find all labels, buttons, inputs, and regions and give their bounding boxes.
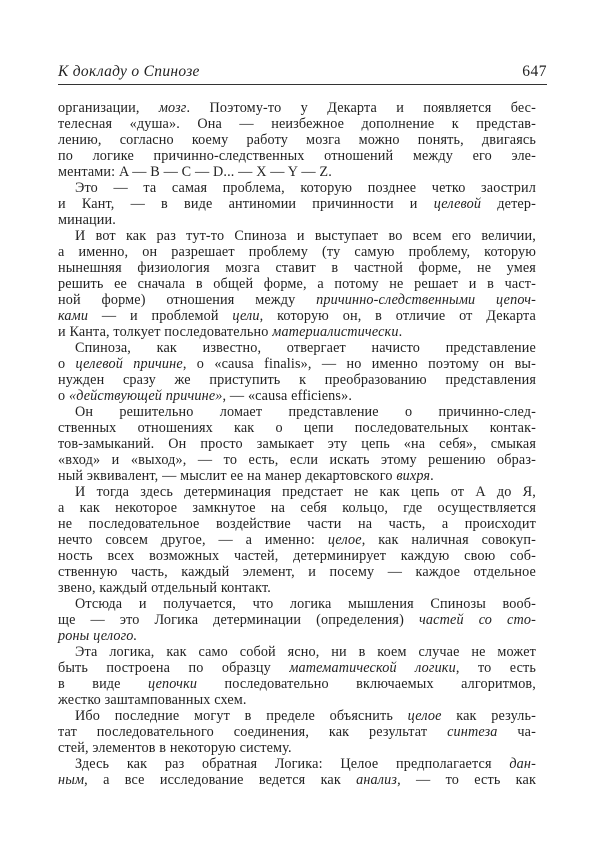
text-run: И тогда здесь детерминация предстает не как цепь от А до Я, xyxy=(75,484,536,500)
text-run: как резуль- xyxy=(441,708,536,724)
text-run: ча- xyxy=(497,724,536,740)
text-run: а именно, он разрешает проблему (ту самую проблему, которую xyxy=(58,244,536,260)
text-run: ментами: A — B — C — D... — X — Y — Z. xyxy=(58,164,332,180)
text-line xyxy=(58,676,536,692)
text-run: И вот как раз тут-то Спиноза и выступает во всем его величии, xyxy=(75,228,536,244)
text-run: в виде xyxy=(58,676,148,692)
text-line xyxy=(58,564,536,580)
text-run: и Канта, толкует последовательно xyxy=(58,324,273,340)
paragraph xyxy=(58,340,536,404)
italic-text-run: цели xyxy=(232,308,260,324)
text-line xyxy=(58,628,536,644)
text-run: телесная «душа». Она — неизбежное дополнение к представ- xyxy=(58,116,536,132)
running-header xyxy=(58,63,547,85)
text-line xyxy=(58,180,536,196)
text-run: — и проблемой xyxy=(88,308,233,324)
text-line xyxy=(58,164,536,180)
italic-text-run: целевой xyxy=(433,196,482,212)
text-line xyxy=(58,212,536,228)
italic-text-run: цепочки xyxy=(148,676,198,692)
text-run: Он решительно ломает представление о причинно-след- xyxy=(75,404,536,420)
text-run: Здесь как раз обратная Логика: Целое предполагается xyxy=(75,756,510,772)
paragraph xyxy=(58,644,536,708)
italic-text-run: материалистически xyxy=(272,324,399,340)
text-run: Это — та самая проблема, которую позднее четко заострил xyxy=(75,180,536,196)
text-line xyxy=(58,724,536,740)
text-run: о xyxy=(58,388,69,404)
italic-text-run: синтеза xyxy=(447,724,498,740)
text-run: , о «causa finalis», — но именно поэтому он вы- xyxy=(182,356,536,372)
text-line xyxy=(58,436,536,452)
text-run: . Поэтому-то у Декарта и появляется бес- xyxy=(186,100,537,116)
italic-text-run: мозг xyxy=(158,100,187,116)
text-line xyxy=(58,420,536,436)
text-line xyxy=(58,276,536,292)
text-line xyxy=(58,468,536,484)
text-line xyxy=(58,324,536,340)
text-run: . xyxy=(398,324,403,340)
text-line xyxy=(58,308,536,324)
text-run: тат последовательного соединения, как результат xyxy=(58,724,448,740)
text-line xyxy=(58,100,536,116)
text-line xyxy=(58,484,536,500)
italic-text-run: целое xyxy=(407,708,442,724)
text-run: решить ее сначала в общей форме, а потому не решает и в част- xyxy=(58,276,536,292)
text-run: детер- xyxy=(481,196,536,212)
text-line xyxy=(58,692,536,708)
text-line xyxy=(58,660,536,676)
text-line xyxy=(58,500,536,516)
text-run: , которую он, в отличие от Декарта xyxy=(259,308,536,324)
text-run: , — «causa efficiens». xyxy=(222,388,353,404)
text-line xyxy=(58,292,536,308)
text-line xyxy=(58,772,536,788)
text-line xyxy=(58,708,536,724)
text-line xyxy=(58,404,536,420)
text-run: последовательно включаемых алгоритмов, xyxy=(197,676,536,692)
italic-text-run: математической логики xyxy=(289,660,456,676)
text-run: , как наличная совокуп- xyxy=(361,532,536,548)
text-run: по логике причинно-следственных отношений между его эле- xyxy=(58,148,536,164)
text-run: ственных отношениях как о цепи последовательных контак- xyxy=(58,420,536,436)
text-line xyxy=(58,388,536,404)
paragraph xyxy=(58,100,536,180)
text-run: . xyxy=(430,468,434,484)
text-run: нечто совсем другое, — а именно: xyxy=(58,532,328,548)
italic-text-run: вихря xyxy=(396,468,431,484)
text-block xyxy=(58,100,536,788)
text-run: а как некоторое замкнутое на себя кольцо, где осуществляется xyxy=(58,500,536,516)
text-run: ственную часть, каждый элемент, и посему — каждое отдельное xyxy=(58,564,536,580)
text-run: и Кант, — в виде антиномии причинности и xyxy=(58,196,434,212)
text-run: жестко заштампованных схем. xyxy=(58,692,247,708)
text-line xyxy=(58,548,536,564)
text-line xyxy=(58,596,536,612)
italic-text-run: «действующей причине» xyxy=(68,388,223,404)
text-run: , — то есть как xyxy=(397,772,536,788)
text-run: ность всех возможных частей, детерминирует каждую свою соб- xyxy=(58,548,536,564)
text-run: лению, согласно коему работу мозга можно понять, двигаясь xyxy=(58,132,536,148)
text-run: организации, xyxy=(58,100,159,116)
text-run: быть построена по образцу xyxy=(58,660,290,676)
paragraph xyxy=(58,756,536,788)
paragraph xyxy=(58,404,536,484)
page-number: 647 xyxy=(522,63,547,80)
italic-text-run: ным xyxy=(58,772,85,788)
italic-text-run: частей со сто- xyxy=(419,612,536,628)
text-run: Ибо последние могут в пределе объяснить xyxy=(75,708,408,724)
text-line xyxy=(58,244,536,260)
text-line xyxy=(58,452,536,468)
text-run: стей, элементов в некоторую систему. xyxy=(58,740,292,756)
text-run: звено, каждый отдельный контакт. xyxy=(58,580,271,596)
italic-text-run: ками xyxy=(58,308,89,324)
italic-text-run: причинно-следственными цепоч- xyxy=(316,292,537,308)
text-line xyxy=(58,260,536,276)
text-line xyxy=(58,356,536,372)
text-line xyxy=(58,340,536,356)
text-run: Спиноза, как известно, отвергает начисто представление xyxy=(75,340,536,356)
italic-text-run: анализ xyxy=(356,772,398,788)
text-line xyxy=(58,228,536,244)
text-line xyxy=(58,196,536,212)
text-line xyxy=(58,148,536,164)
paragraph xyxy=(58,180,536,228)
italic-text-run: целевой причине xyxy=(75,356,183,372)
text-line xyxy=(58,532,536,548)
italic-text-run: дан- xyxy=(509,756,536,772)
text-line xyxy=(58,612,536,628)
italic-text-run: роны целого. xyxy=(58,628,138,644)
text-run: о xyxy=(58,356,76,372)
text-run: не последовательное воздействие части на часть, а происходит xyxy=(58,516,536,532)
paragraph xyxy=(58,484,536,596)
text-line xyxy=(58,756,536,772)
text-line xyxy=(58,132,536,148)
text-run: Эта логика, как само собой ясно, ни в коем случае не может xyxy=(75,644,536,660)
text-line xyxy=(58,644,536,660)
paragraph xyxy=(58,708,536,756)
text-line xyxy=(58,740,536,756)
text-run: ще — это Логика детерминации (определения) xyxy=(58,612,419,628)
italic-text-run: целое xyxy=(327,532,362,548)
text-run: нужден сразу же приступить к преобразованию представления xyxy=(58,372,536,388)
text-run: Отсюда и получается, что логика мышления Спинозы вооб- xyxy=(75,596,536,612)
text-run: минации. xyxy=(58,212,116,228)
paragraph xyxy=(58,596,536,644)
text-line xyxy=(58,116,536,132)
text-line xyxy=(58,580,536,596)
running-head-title: К докладу о Спинозе xyxy=(58,63,200,80)
text-run: нынешняя физиология мозга ставит в частной форме, не умея xyxy=(58,260,536,276)
text-line xyxy=(58,516,536,532)
text-run: ной форме) отношения между xyxy=(58,292,317,308)
paragraph xyxy=(58,228,536,340)
text-line xyxy=(58,372,536,388)
text-run: , то есть xyxy=(455,660,536,676)
text-run: «вход» и «выход», — то есть, если искать этому решению образ- xyxy=(58,452,536,468)
text-run: , а все исследование ведется как xyxy=(84,772,357,788)
text-run: тов-замыканий. Он просто замыкает эту цепь «на себя», смыкая xyxy=(58,436,536,452)
text-run: ный эквивалент, — мыслит ее на манер декартовского xyxy=(58,468,397,484)
